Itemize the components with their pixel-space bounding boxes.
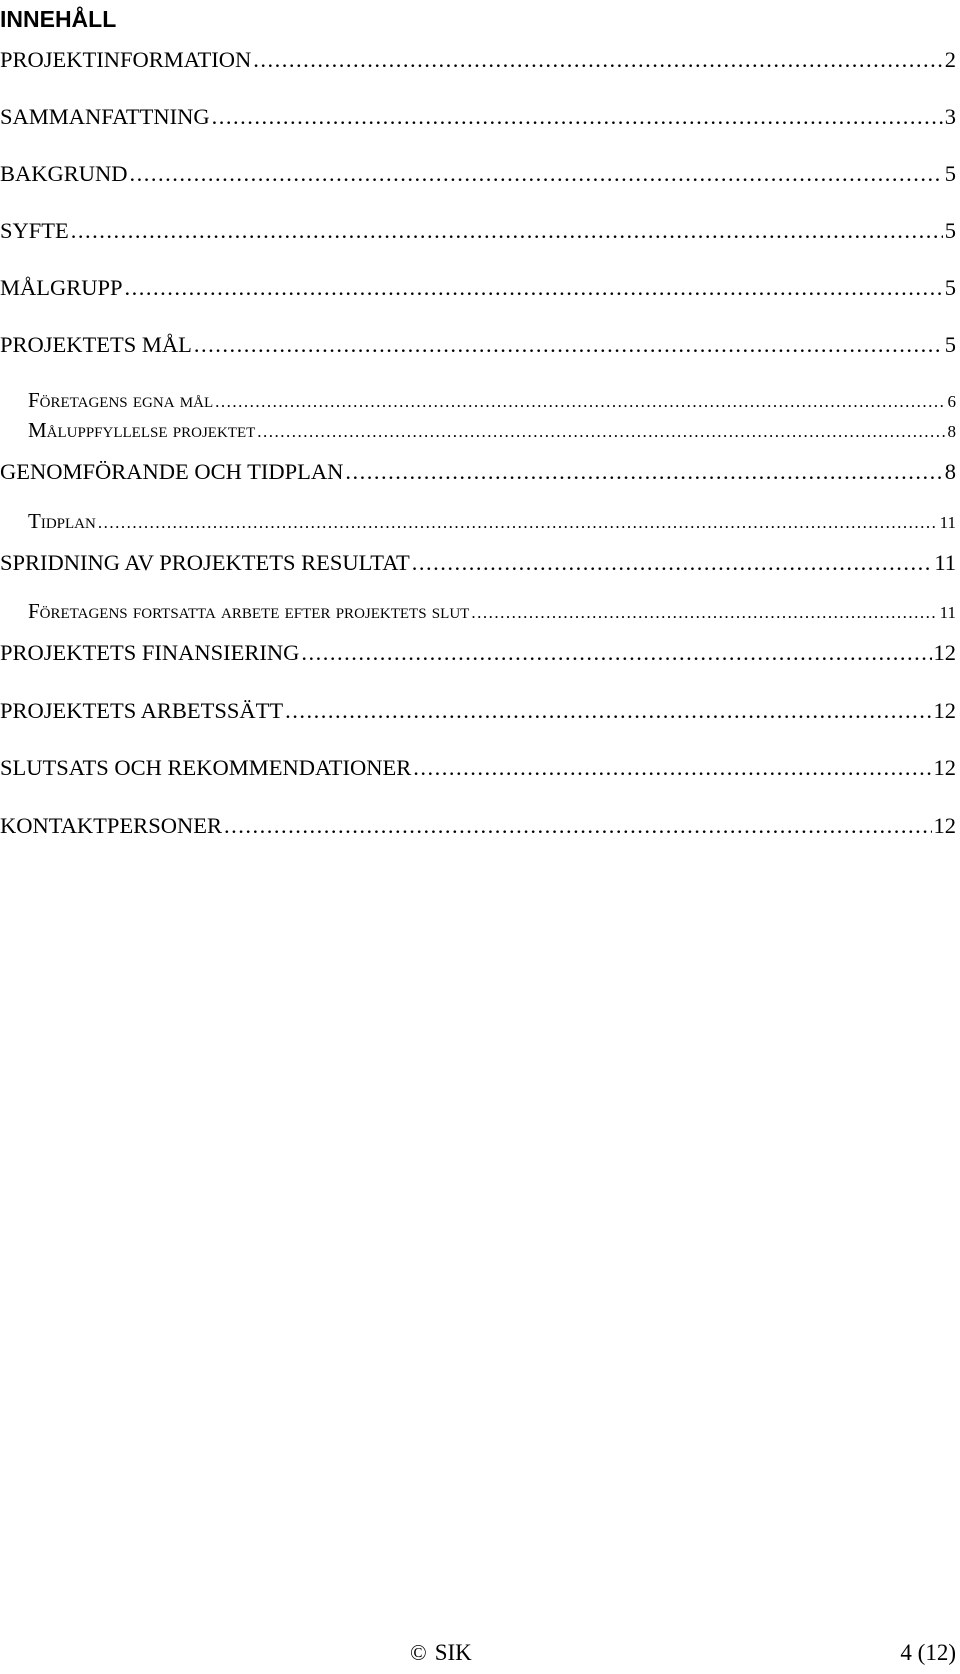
toc-dot-leader — [98, 511, 938, 535]
toc-entry-title: Företagens fortsatta arbete efter projektets slut — [28, 599, 470, 623]
toc-entry[interactable] — [0, 330, 956, 360]
toc-entry-page: 5 — [944, 332, 956, 357]
toc-dot-leader — [257, 420, 945, 444]
toc-entry-title: KONTAKTPERSONER — [0, 813, 222, 838]
toc-entry[interactable] — [0, 457, 956, 487]
toc-entry-title: Tidplan — [28, 509, 96, 533]
toc-entry-page: 5 — [944, 275, 956, 300]
toc-dot-leader — [125, 273, 943, 303]
toc-entry-title: GENOMFÖRANDE OCH TIDPLAN — [0, 459, 344, 484]
toc-dot-leader — [71, 216, 943, 246]
footer-brand — [410, 1638, 472, 1668]
toc-dot-leader — [130, 159, 943, 189]
toc-entry[interactable] — [0, 548, 956, 578]
toc-subentry[interactable] — [0, 388, 956, 412]
toc-entry[interactable] — [0, 102, 956, 132]
toc-entry-page: 11 — [934, 550, 956, 575]
toc-entry-page: 8 — [944, 459, 956, 484]
toc-dot-leader — [212, 102, 943, 132]
toc-dot-leader — [253, 45, 942, 75]
toc-entry-page: 5 — [944, 218, 956, 243]
toc-entry-page: 12 — [933, 755, 956, 780]
toc-entry[interactable] — [0, 753, 956, 783]
toc-entry-page: 12 — [933, 698, 956, 723]
footer-brand-name: SIK — [434, 1640, 472, 1665]
toc-entry-page: 12 — [933, 813, 956, 838]
toc-entry-page: 11 — [939, 603, 956, 622]
toc-dot-leader — [345, 457, 942, 487]
toc-dot-leader — [412, 548, 933, 578]
toc-entry-title: Måluppfyllelse projektet — [28, 418, 256, 442]
toc-dot-leader — [471, 601, 937, 625]
page-number: 4 (12) — [900, 1640, 956, 1665]
toc-entry-title: SYFTE — [0, 218, 69, 243]
toc-subentry[interactable] — [0, 418, 956, 442]
toc-entry-page: 3 — [944, 104, 956, 129]
toc-dot-leader — [224, 811, 932, 841]
toc-entry[interactable] — [0, 45, 956, 75]
toc-subentry[interactable] — [0, 509, 956, 533]
toc-entry-page: 12 — [933, 640, 956, 665]
toc-heading: INNEHÅLL — [0, 6, 117, 32]
toc-entry-title: PROJEKTETS ARBETSSÄTT — [0, 698, 284, 723]
toc-entry-title: MÅLGRUPP — [0, 275, 123, 300]
page-footer — [0, 1638, 956, 1668]
toc-entry[interactable] — [0, 811, 956, 841]
toc-entry-page: 2 — [944, 47, 956, 72]
toc-subentry[interactable] — [0, 599, 956, 623]
toc-entry-title: BAKGRUND — [0, 161, 128, 186]
toc-entry-title: SPRIDNING AV PROJEKTETS RESULTAT — [0, 550, 410, 575]
toc-entry-title: Företagens egna mål — [28, 388, 214, 412]
toc-entry[interactable] — [0, 216, 956, 246]
toc-entry-title: PROJEKTETS MÅL — [0, 332, 192, 357]
toc-entry-page: 5 — [944, 161, 956, 186]
toc-entry-page: 6 — [947, 392, 956, 411]
toc-entry[interactable] — [0, 696, 956, 726]
toc-entry-title: SLUTSATS OCH REKOMMENDATIONER — [0, 755, 412, 780]
toc-dot-leader — [413, 753, 931, 783]
toc-entry-title: SAMMANFATTNING — [0, 104, 210, 129]
toc-entry-title: PROJEKTETS FINANSIERING — [0, 640, 300, 665]
copyright-icon: © — [410, 1640, 427, 1665]
toc-entry-page: 11 — [939, 513, 956, 532]
toc-dot-leader — [285, 696, 931, 726]
toc-entry[interactable] — [0, 159, 956, 189]
toc-entry-title: PROJEKTINFORMATION — [0, 47, 252, 72]
toc-entry-page: 8 — [947, 422, 956, 441]
toc-dot-leader — [301, 638, 931, 668]
toc-dot-leader — [215, 390, 945, 414]
toc-dot-leader — [194, 330, 943, 360]
toc-entry[interactable] — [0, 273, 956, 303]
toc-entry[interactable] — [0, 638, 956, 668]
